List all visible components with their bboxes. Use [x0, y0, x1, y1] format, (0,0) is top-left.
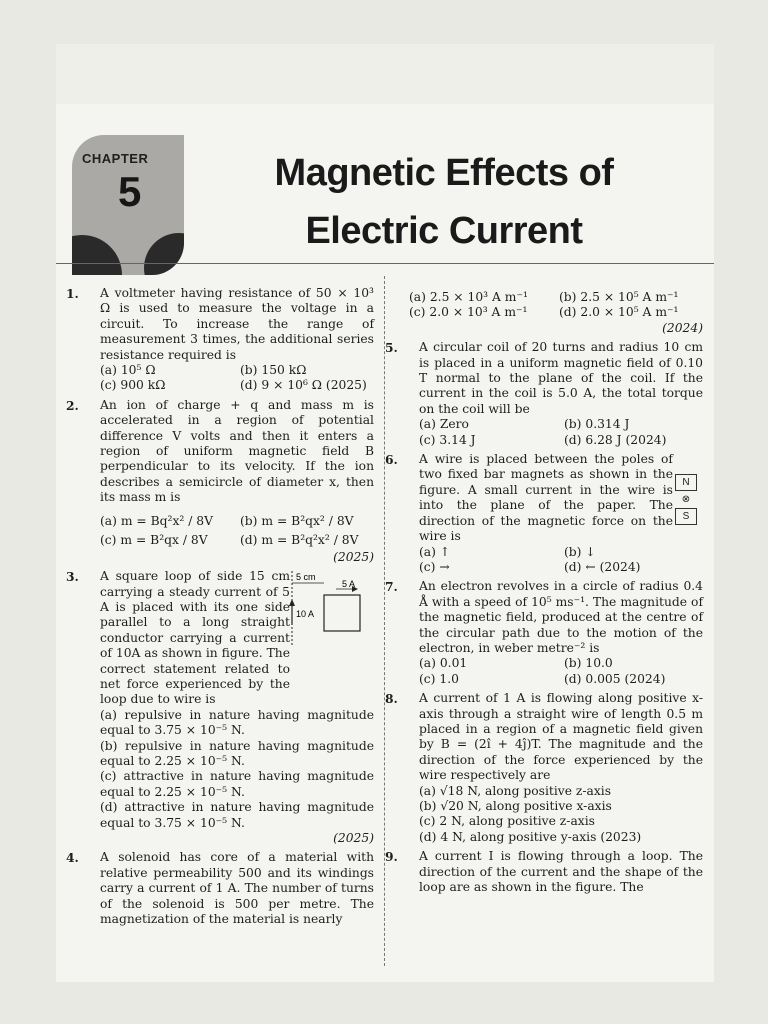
option-a: (a) ↑ — [419, 544, 451, 559]
option-a: (a) 10⁵ Ω — [100, 363, 156, 378]
question-number: 4. — [66, 850, 79, 866]
option-c: (c) attractive in nature having magnitude equal to 2.25 × 10⁻⁵ N. — [100, 769, 374, 799]
question-1 — [66, 286, 374, 394]
south-pole-label: S — [675, 508, 697, 525]
option-c: (c) m = B²qx / 8V — [100, 532, 208, 547]
question-7 — [385, 579, 703, 687]
question-3 — [66, 569, 374, 846]
figure-gap-label: 5 cm — [296, 572, 316, 583]
question-number: 5. — [385, 340, 398, 356]
question-9 — [385, 849, 703, 895]
page-top-strip — [56, 44, 714, 104]
chapter-label: CHAPTER — [82, 151, 149, 166]
option-c: (c) 900 kΩ — [100, 378, 166, 393]
question-text: An electron revolves in a circle of radius 0.4 Å with a speed of 10⁵ ms⁻¹. The magnitude of the magnetic field, produced at the centre of the circular path due to the motion of the electron, in weber metre⁻² is — [419, 579, 703, 655]
option-a: (a) 0.01 — [419, 656, 468, 671]
option-b: (b) √20 N, along positive x-axis — [419, 799, 612, 813]
option-d: (d) 2.0 × 10⁵ A m⁻¹ — [559, 305, 679, 320]
options — [419, 656, 703, 687]
year-tag: (2025) — [333, 549, 374, 564]
option-d: (d) 4 N, along positive y-axis (2023) — [419, 829, 642, 844]
question-number: 3. — [66, 569, 79, 585]
option-b: (b) 2.5 × 10⁵ A m⁻¹ — [559, 290, 679, 304]
option-c: (c) 2 N, along positive z-axis — [419, 814, 595, 829]
header-rule — [56, 263, 714, 264]
question-number: 9. — [385, 849, 398, 865]
option-c: (c) → — [419, 559, 450, 574]
option-d: (d) 6.28 J (2024) — [564, 432, 667, 447]
option-a: (a) Zero — [419, 417, 469, 432]
question-5 — [385, 340, 703, 448]
question-text: An ion of charge + q and mass m is accelerated in a region of potential difference V volts and then it enters a region of uniform magnetic field B perpendicular to its velocity. If the ion describes a semicircle of diameter x, then its mass m is — [100, 397, 374, 505]
option-b: (b) repulsive in nature having magnitude equal to 2.25 × 10⁻⁵ N. — [100, 738, 374, 768]
option-b: (b) 0.314 J — [564, 417, 630, 432]
textbook-page — [56, 44, 714, 982]
option-c: (c) 1.0 — [419, 671, 459, 686]
north-pole-label: N — [675, 474, 697, 491]
question-text: A square loop of side 15 cm carrying a steady current of 5 A is placed with its one side parallel to a long straight conductor carrying a current of 10A as shown in figure. The correct statement related to net force experienced by the loop due to wire is — [100, 569, 290, 707]
option-d: (d) 0.005 (2024) — [564, 671, 666, 686]
question-text: A current of 1 A is flowing along positive x-axis through a straight wire of length 0.5 m placed in a region of a magnetic field given by B = (2î + 4ĵ)T. The magnitude and the direction of the force experienced by the wire respectively are — [419, 691, 703, 783]
option-d: (d) attractive in nature having magnitude equal to 3.75 × 10⁻⁵ N. — [100, 800, 374, 830]
chapter-title — [224, 144, 664, 260]
options — [100, 512, 374, 550]
year-tag: (2025) — [333, 831, 374, 845]
question-number: 7. — [385, 579, 398, 595]
chapter-title-line2: Electric Current — [305, 210, 583, 252]
options — [409, 290, 703, 321]
option-a: (a) m = Bq²x² / 8V — [100, 513, 213, 528]
question-text: A voltmeter having resistance of 50 × 10³ Ω is used to measure the voltage in a circuit. To increase the range of measurement 3 times, the additional series resistance required is — [100, 286, 374, 362]
question-4-options — [385, 290, 703, 336]
options — [419, 784, 703, 846]
year-tag: (2024) — [662, 320, 703, 335]
figure-loop-current: 5 A — [342, 579, 356, 590]
options — [419, 417, 703, 448]
chapter-number: 5 — [118, 168, 142, 215]
option-a: (a) repulsive in nature having magnitude equal to 3.75 × 10⁻⁵ N. — [100, 707, 374, 738]
question-text: A wire is placed between the poles of two fixed bar magnets as shown in the figure. A small current in the wire is into the plane of the paper. The direction of the magnetic force on the wire is — [419, 452, 673, 544]
left-column — [66, 286, 374, 931]
option-b: (b) 150 kΩ — [240, 363, 307, 378]
option-b: (b) ↓ — [564, 544, 596, 559]
option-a: (a) 2.5 × 10³ A m⁻¹ — [409, 290, 528, 304]
question-4 — [66, 850, 374, 927]
chapter-title-line1: Magnetic Effects of — [274, 152, 614, 194]
option-c: (c) 2.0 × 10³ A m⁻¹ — [409, 305, 528, 320]
question-6 — [385, 452, 703, 575]
options — [100, 708, 374, 831]
option-b: (b) m = B²qx² / 8V — [240, 513, 354, 528]
options — [419, 545, 703, 576]
wire-loop-figure — [286, 569, 368, 647]
question-8 — [385, 691, 703, 845]
option-d: (d) 9 × 10⁶ Ω (2025) — [240, 378, 367, 393]
question-number: 6. — [385, 452, 398, 468]
wire-into-page-symbol: ⊗ — [681, 494, 691, 506]
option-d: (d) ← (2024) — [564, 559, 641, 574]
question-text: A circular coil of 20 turns and radius 10 cm is placed in a uniform magnetic field of 0.10 T normal to the plane of the coil. If the current in the coil is 5.0 A, the total torque on the coil will be — [419, 340, 703, 416]
question-number: 2. — [66, 397, 79, 413]
magnet-figure — [675, 472, 697, 527]
options — [100, 363, 374, 394]
question-text: A solenoid has core of a material with relative permeability 500 and its windings carry a current of 1 A. The number of turns of the solenoid is 500 per metre. The magnetization of the material is nearly — [100, 850, 374, 927]
option-d: (d) m = B²q²x² / 8V — [240, 532, 359, 547]
figure-wire-current: 10 A — [296, 609, 315, 620]
option-a: (a) √18 N, along positive z-axis — [419, 783, 612, 798]
question-number: 1. — [66, 286, 79, 301]
question-number: 8. — [385, 691, 398, 707]
right-column — [385, 290, 703, 899]
option-c: (c) 3.14 J — [419, 432, 476, 447]
question-2 — [66, 398, 374, 565]
question-text: A current I is flowing through a loop. The direction of the current and the shape of the loop are as shown in the figure. The — [419, 849, 703, 895]
option-b: (b) 10.0 — [564, 656, 613, 671]
